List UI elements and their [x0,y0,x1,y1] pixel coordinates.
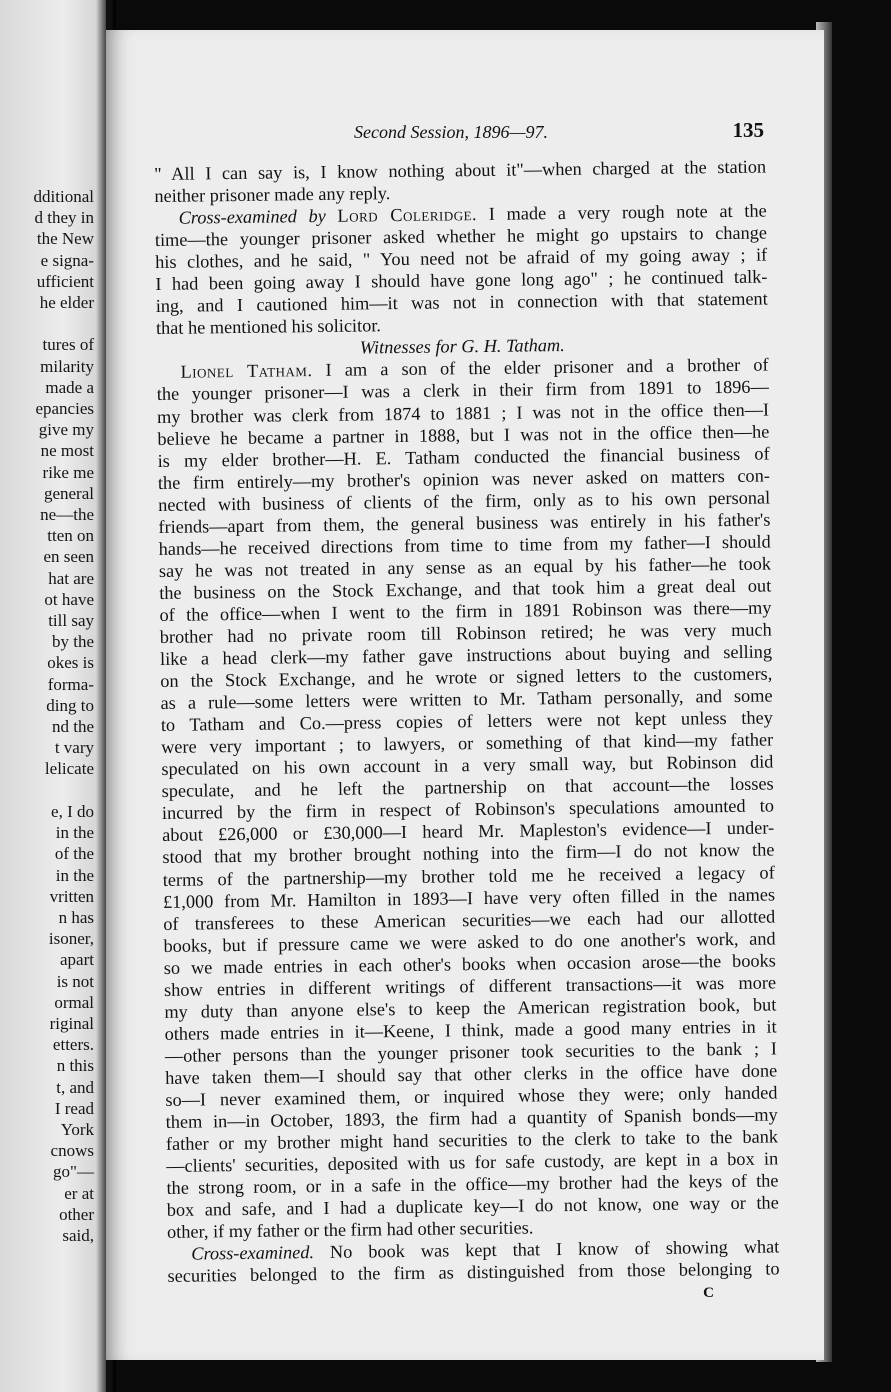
running-title: Second Session, 1896—97. [354,122,548,142]
previous-page-line: tten on [47,526,94,546]
cross-examined-by-label: Cross-examined by [178,205,326,228]
previous-page-line: rike me [42,462,94,482]
text-line: I had been going away I should have gone long ago" ; he continued talk- [155,266,768,295]
text-line: my brother was clerk from 1874 to 1881 ; I was not in the office then—I [156,399,770,427]
previous-page-line: ding to [46,695,94,715]
text-line: so—I never examined them, or inquired whose they were; only handed [165,1082,778,1110]
previous-page-line: forma- [47,674,94,694]
previous-page-line: n this [56,1056,94,1076]
text-fragment: I made a very rough note at the [488,200,767,225]
previous-page-line: dditional [33,187,94,206]
previous-page-fragment [0,0,106,1392]
text-line: believe he became a partner in 1888, but I was not in the office then—he [157,421,770,449]
text-line: the firm entirely—my brother's opinion was never asked on matters con- [157,465,770,493]
previous-page-line [34,313,94,334]
text-line: time—the younger prisoner asked whether he might go upstairs to change [154,222,768,251]
text-line: neither prisoner made any reply. [154,183,391,207]
text-line: incurred by the firm in respect of Robinson's speculations amounted to [161,795,775,824]
text-line: —other persons than the younger prisoner took securities to the bank ; I [164,1038,777,1066]
text-line: his clothes, and he said, " You need not be afraid of my going away ; if [155,244,768,273]
previous-page-line: ormal [54,992,94,1012]
previous-page-line: d they in [34,208,94,228]
previous-page-line: in the [55,865,94,885]
text-line: £1,000 from Mr. Hamilton in 1893—I have very often filled in the names [162,884,776,912]
previous-page-line: of the [54,844,94,864]
text-line: them in—in October, 1893, the firm had a quantity of Spanish bonds—my [165,1104,778,1132]
previous-page-line: vritten [49,886,94,906]
previous-page-line: cnows [50,1141,94,1161]
previous-page-line: is not [56,971,94,991]
text-line: —clients' securities, deposited with us for safe custody, are kept in a box in [166,1148,779,1177]
text-line: hands—he received directions from time to time from my father—I should [158,531,771,559]
text-fragment: I am a son of the elder prisoner and a brother of [325,354,769,381]
previous-page-line: go"— [53,1162,94,1182]
lionel-tatham-name: Lionel Tatham. [180,360,313,383]
previous-page-line: okes is [47,653,94,673]
previous-page-line: ufficient [36,271,94,291]
text-line: of transferees to these American securities—we each had our allotted [163,906,776,934]
text-line: nected with business of clients of the firm, only as to his own personal [158,487,771,515]
previous-page-line: riginal [49,1013,94,1033]
text-line: so we made entries in each other's books when occasion arose—the books [163,950,776,978]
text-line: speculate, and he left the partnership on that account—the losses [161,773,774,802]
previous-page-line: n has [58,907,94,927]
body-text [154,156,780,1288]
text-line: others made entries in it—Keene, I think, made a good many entries in it [164,1016,777,1044]
text-line: that he mentioned his solicitor. [155,315,382,339]
text-line: about £26,000 or £30,000—I heard Mr. Mapleston's evidence—I under- [162,817,775,846]
previous-page-line: made a [45,377,94,397]
text-line: to Tatham and Co.—press copies of letters were not kept unless they [160,707,773,736]
running-header [106,118,824,148]
previous-page-line: er at [64,1183,94,1203]
text-line: of the office—when I went to the firm in 1891 Robinson was there—my [159,597,772,625]
text-line: the younger prisoner—I was a clerk in their firm from 1891 to 1896— [156,376,769,405]
text-line: like a head clerk—my father gave instructions about buying and selling [159,641,773,669]
previous-page-line: said, [62,1225,94,1245]
document-page [106,30,824,1360]
previous-page-line: milarity [40,356,94,376]
previous-page-line: epancies [35,399,94,419]
previous-page-line: ot have [44,589,94,609]
previous-page-line: other [59,1204,94,1224]
text-line: brother had no private room till Robinson retired; he was very much [159,619,772,647]
cross-examined-label: Cross-examined. [191,1242,315,1264]
previous-page-line: e signa- [40,250,94,270]
text-line: the business on the Stock Exchange, and that took him a great deal out [159,575,772,603]
previous-page-line [34,780,94,801]
text-line: the strong room, or in a safe in the office—my brother had the keys of the [166,1170,779,1199]
previous-page-line: ne most [40,441,94,461]
text-line: show entries in different writings of different transactions—it was more [163,972,777,1000]
previous-page-line: isoner, [48,929,94,949]
text-line: have taken them—I should say that other clerks in the office have done [165,1060,778,1088]
text-line: is my elder brother—H. E. Tatham conducted the financial business of [157,443,770,471]
previous-page-line: tures of [42,335,94,355]
previous-page-line: e, I do [51,801,94,821]
previous-page-line: general [43,483,94,503]
text-line: stood that my brother brought nothing into the firm—I do not know the [162,839,775,868]
text-line: on the Stock Exchange, and he wrote or signed letters to the customers, [160,663,773,692]
previous-page-line: etters. [52,1035,94,1055]
previous-page-line: nd the [51,717,94,737]
text-line: were very important ; to lawyers, or something of that kind—my father [161,729,774,758]
witnesses-heading: Witnesses for G. H. Tatham. [359,335,565,358]
text-line: say he was not treated in any sense as an equal by his father—he took [158,553,772,581]
signature-mark: C [703,1285,714,1301]
text-line: " All I can say is, I know nothing about it"—when charged at the station [154,156,767,184]
previous-page-line: apart [60,950,94,970]
previous-page-line: hat are [48,568,94,588]
page-number: 135 [732,118,764,142]
text-line: my duty than anyone else's to keep the American registration book, but [164,994,777,1022]
text-line: as a rule—some letters were written to Mr. Tatham personally, and some [160,685,773,714]
text-line: books, but if pressure came we were asked to do one another's work, and [163,928,776,956]
previous-page-line: I read [54,1098,94,1118]
previous-page-line: he elder [39,293,94,313]
previous-page-line: en seen [43,547,94,567]
text-line: box and safe, and I had a duplicate key—I do not know, one way or the [166,1192,779,1221]
text-line: terms of the partnership—my brother told me he received a legacy of [162,861,775,890]
previous-page-line: in the [55,823,94,843]
previous-page-line: York [60,1119,94,1139]
text-line: securities belonged to the firm as distinguished from those belonging to [167,1258,780,1287]
text-line: father or my brother might hand securities to the clerk to take to the bank [165,1126,779,1154]
text-line: other, if my father or the firm had other securities. [166,1217,534,1243]
previous-page-line: t, and [56,1077,94,1097]
previous-page-line: give my [38,420,94,440]
previous-page-line: by the [51,632,94,652]
text-line: friends—apart from them, the general business was entirely in his father's [158,509,771,537]
lord-coleridge-name: Lord Coleridge. [337,204,478,226]
previous-page-line: till say [48,611,94,631]
text-fragment: No book was kept that I know of showing what [329,1236,780,1263]
previous-page-line: lelicate [44,759,94,779]
previous-page-line: ne—the [40,505,94,525]
previous-page-line-ends [34,186,94,1246]
text-line: ing, and I cautioned him—it was not in connection with that statement [155,288,768,317]
text-line: speculated on his own account in a very small way, but Robinson did [161,751,774,780]
previous-page-line: t vary [54,738,94,758]
previous-page-line: the New [36,229,94,249]
